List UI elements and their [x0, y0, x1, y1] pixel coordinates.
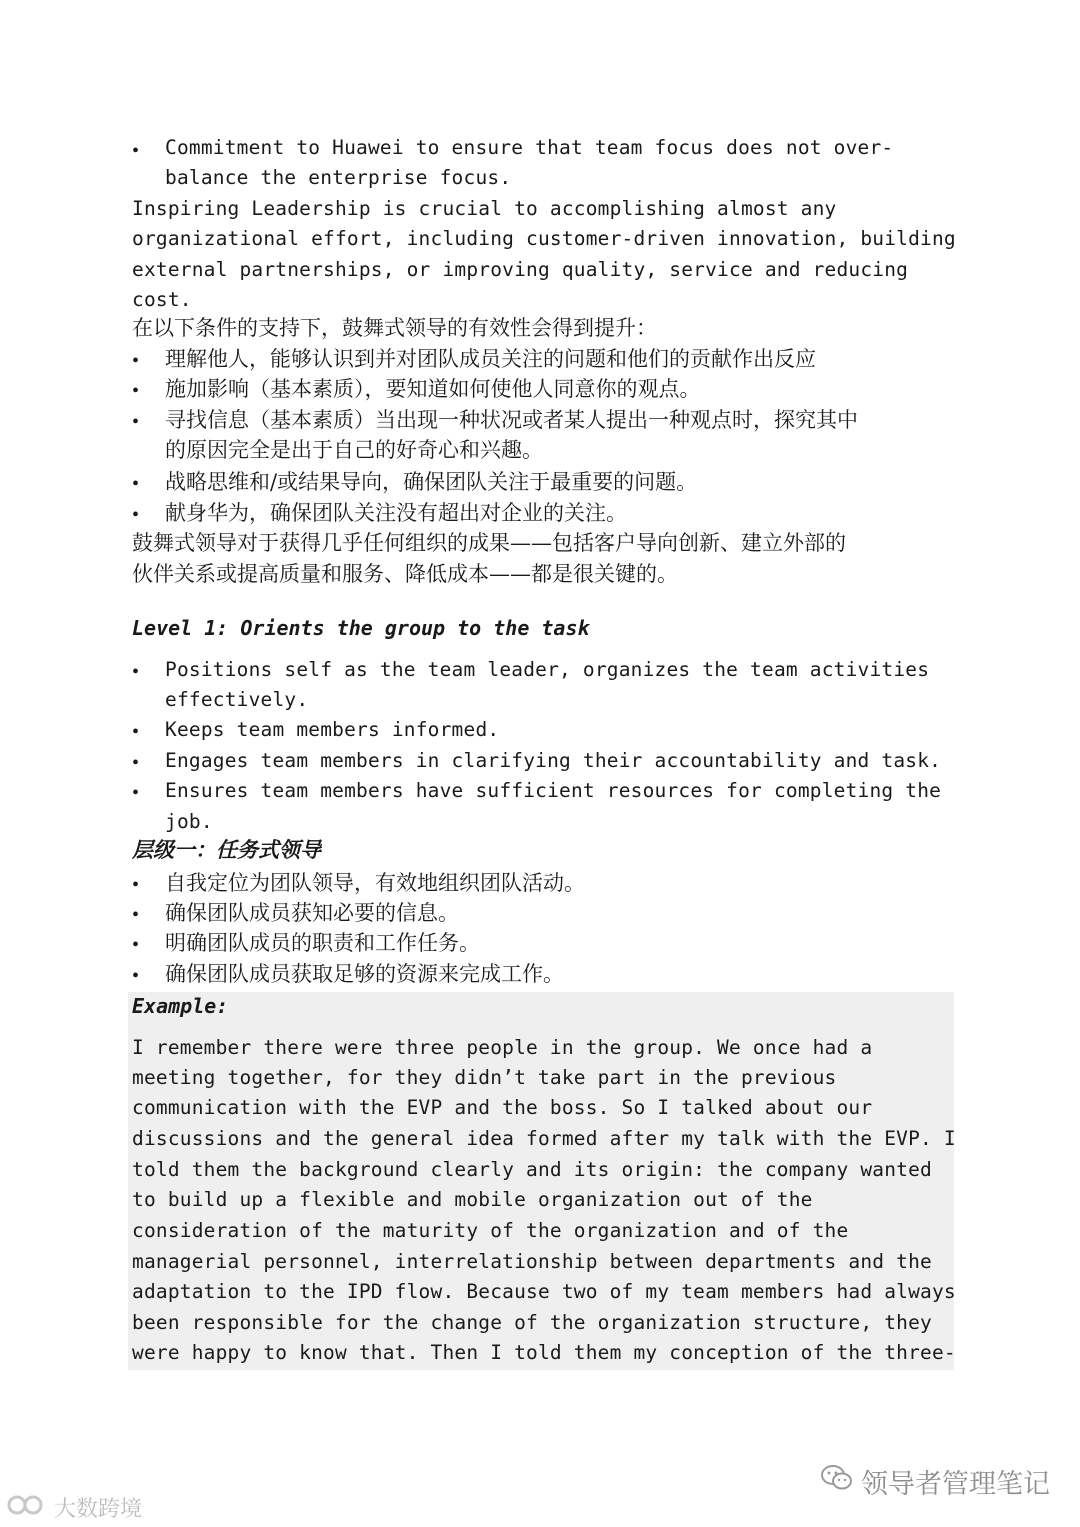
example-line: adaptation to the IPD flow. Because two of my team members had always	[132, 1280, 956, 1303]
cn-bullet: 理解他人，能够认识到并对团队成员关注的问题和他们的贡献作出反应	[165, 347, 816, 371]
paragraph-line: external partnerships, or improving quality, service and reducing	[132, 258, 909, 281]
level1-bullet-cont: effectively.	[165, 688, 309, 711]
bullet-dot: •	[132, 934, 140, 956]
example-line: told them the background clearly and its origin: the company wanted	[132, 1158, 932, 1181]
level1-cn-bullet: 明确团队成员的职责和工作任务。	[165, 931, 480, 955]
bullet-dot: •	[132, 504, 140, 526]
bullet-dot: •	[132, 965, 140, 987]
bullet-dot: •	[132, 661, 140, 683]
level1-cn-bullet: 确保团队成员获知必要的信息。	[165, 901, 459, 925]
example-line: meeting together, for they didn’t take part in the previous	[132, 1066, 837, 1089]
level1-cn-bullet: 确保团队成员获取足够的资源来完成工作。	[165, 962, 564, 986]
paragraph-line: Inspiring Leadership is crucial to accomplishing almost any	[132, 197, 837, 220]
bullet-dot: •	[132, 874, 140, 896]
example-line: I remember there were three people in the group. We once had a	[132, 1036, 873, 1059]
bullet-dot: •	[132, 904, 140, 926]
cn-lead: 在以下条件的支持下，鼓舞式领导的有效性会得到提升：	[132, 316, 657, 340]
example-line: managerial personnel, interrelationship between departments and the	[132, 1250, 932, 1273]
example-line: consideration of the maturity of the organization and of the	[132, 1219, 849, 1242]
bullet-dot: •	[132, 411, 140, 433]
watermark-right	[821, 1462, 1050, 1501]
bullet-dot: •	[132, 380, 140, 402]
bullet-dot: •	[132, 350, 140, 372]
bullet-dot: •	[132, 782, 140, 804]
cn-summary-line: 鼓舞式领导对于获得几乎任何组织的成果——包括客户导向创新、建立外部的	[132, 531, 846, 555]
level1-bullet-cont: job.	[165, 810, 213, 833]
cn-bullet: 寻找信息（基本素质）当出现一种状况或者某人提出一种观点时，探究其中	[165, 408, 858, 432]
cn-bullet: 施加影响（基本素质），要知道如何使他人同意你的观点。	[165, 377, 701, 401]
example-line: discussions and the general idea formed after my talk with the EVP. I	[132, 1127, 956, 1150]
level1-bullet: Positions self as the team leader, organizes the team activities	[165, 658, 930, 681]
cn-bullet-cont: 的原因完全是出于自己的好奇心和兴趣。	[165, 438, 543, 462]
cn-summary-line: 伙伴关系或提高质量和服务、降低成本——都是很关键的。	[132, 562, 678, 586]
paragraph-line: organizational effort, including customer-driven innovation, building	[132, 227, 956, 250]
level1-bullet: Ensures team members have sufficient resources for completing the	[165, 779, 942, 802]
example-line: were happy to know that. Then I told them my conception of the three-	[132, 1341, 956, 1364]
level1-cn-heading: 层级一：任务式领导	[132, 838, 321, 862]
bullet-dot: •	[132, 473, 140, 495]
bullet-dot: •	[132, 721, 140, 743]
wechat-icon	[821, 1464, 853, 1499]
bullet-dot: •	[132, 752, 140, 774]
level1-bullet: Keeps team members informed.	[165, 718, 500, 741]
example-line: to build up a flexible and mobile organization out of the	[132, 1188, 813, 1211]
watermark-left	[6, 1492, 142, 1523]
paragraph-line: cost.	[132, 288, 192, 311]
brand-logo-icon	[6, 1493, 50, 1523]
bullet-text: Commitment to Huawei to ensure that team focus does not over-	[165, 136, 894, 159]
bullet-dot: •	[132, 140, 140, 162]
level1-heading: Level 1: Orients the group to the task	[132, 616, 590, 640]
cn-bullet: 献身华为，确保团队关注没有超出对企业的关注。	[165, 501, 627, 525]
example-label: Example:	[132, 994, 229, 1018]
level1-bullet: Engages team members in clarifying their accountability and task.	[165, 749, 942, 772]
cn-bullet: 战略思维和/或结果导向，确保团队关注于最重要的问题。	[165, 470, 698, 494]
level1-cn-bullet: 自我定位为团队领导，有效地组织团队活动。	[165, 871, 585, 895]
watermark-left-text: 大数跨境	[54, 1497, 143, 1522]
watermark-right-text: 领导者管理笔记	[861, 1469, 1050, 1500]
example-line: been responsible for the change of the organization structure, they	[132, 1311, 932, 1334]
example-line: communication with the EVP and the boss. So I talked about our	[132, 1096, 873, 1119]
bullet-text: balance the enterprise focus.	[165, 166, 512, 189]
